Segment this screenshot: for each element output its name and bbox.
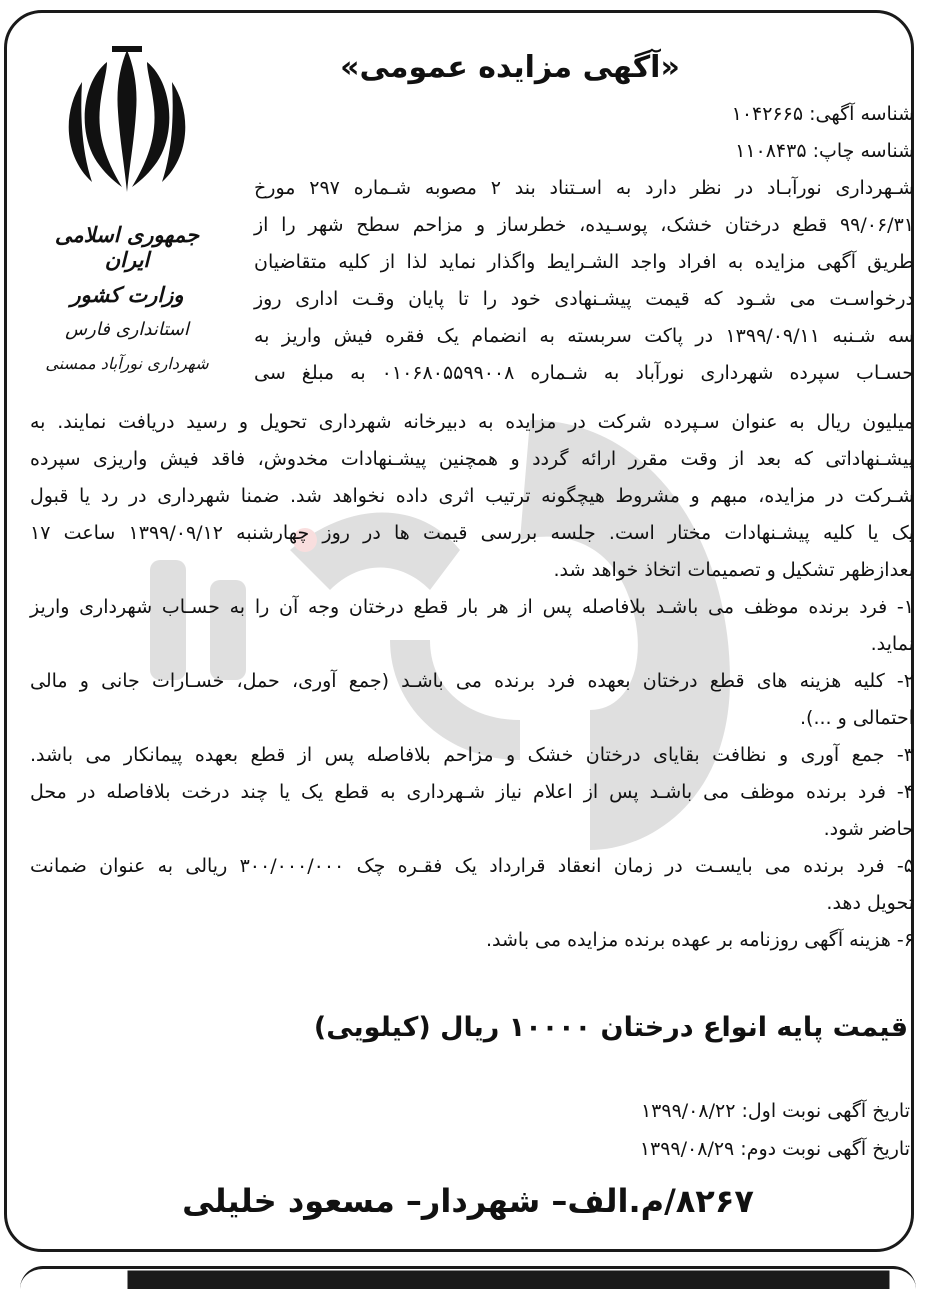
iran-emblem-icon [52, 42, 202, 202]
base-price: قیمت پایه انواع درختان ۱۰۰۰۰ ریال (کیلویی) [313, 1012, 908, 1043]
condition-5: ۵- فرد برنده می بایسـت در زمان انعقاد قرارداد یک فقـره چک ۳۰۰/۰۰۰/۰۰۰ ریالی به عنوان ضمانت [30, 855, 914, 877]
body-line: درخواسـت می شـود که قیمت پیشـنهادی خود را تا پایان وقـت اداری روز [254, 288, 914, 310]
emblem-province: استانداری فارس [65, 319, 189, 340]
condition-1-cont: نماید. [870, 633, 914, 655]
publication-dates [640, 1092, 910, 1168]
body-line: ۹۹/۰۶/۳۱ قطع درختان خشک، پوسـیده، خطرساز و مزاحم سطح شهر را از [254, 214, 914, 236]
body-line: میلیون ریال به عنوان سـپرده شرکت در مزایده به دبیرخانه شهرداری تحویل و رسید دریافت نمایند. به [30, 411, 914, 433]
emblem-ministry: وزارت کشور [70, 282, 184, 307]
next-notice-border [20, 1266, 916, 1289]
body-line: شـهرداری نورآبـاد در نظر دارد به اسـتناد بند ۲ مصوبه شـماره ۲۹۷ مورخ [254, 177, 914, 199]
condition-6: ۶- هزینه آگهی روزنامه بر عهده برنده مزایده می باشد. [486, 929, 914, 951]
body-line: حسـاب سپرده شهرداری نورآباد به شـماره ۰۱۰۶۸۰۵۵۹۹۰۰۸ به مبلغ سی [254, 362, 914, 384]
condition-1: ۱- فرد برنده موظف می باشـد بلافاصله پس از هر بار قطع درختان وجه آن را به حسـاب شهرداری واریز [30, 596, 914, 618]
emblem-country: جمهوری اسلامی ایران [54, 222, 200, 272]
ad-id: شناسه آگهی: ۱۰۴۲۶۶۵ [731, 103, 914, 125]
notice-top-text [254, 96, 914, 392]
notice-title: «آگهی مزایده عمومی» [340, 50, 680, 85]
condition-3: ۳- جمع آوری و نظافت بقایای درختان خشک و مزاحم بلافاصله پس از قطع بعهده پیمانکار می باشد. [30, 744, 914, 766]
body-line: یک یا کلیه پیشـنهادات مختار است. جلسه بررسی قیمت ها در روز چهارشنبه ۱۳۹۹/۰۹/۱۲ ساعت ۱۷ [30, 522, 914, 544]
condition-4: ۴- فرد برنده موظف می باشـد پس از اعلام نیاز شـهرداری به قطع یک یا چند درخت بلافاصله در محل [30, 781, 914, 803]
notice-full-text [30, 404, 914, 959]
body-line: بعدازظهر تشکیل و تصمیمات اتخاذ خواهد شد. [553, 559, 914, 581]
condition-5-cont: تحویل دهد. [826, 892, 914, 914]
body-line: طریق آگهی مزایده به افراد واجد الشـرایط واگذار نماید لذا از کلیه متقاضیان [254, 251, 914, 273]
first-publication-date: تاریخ آگهی نوبت اول: ۱۳۹۹/۰۸/۲۲ [640, 1100, 910, 1122]
signature: ۸۲۶۷/م.الف– شهردار– مسعود خلیلی [182, 1182, 754, 1220]
emblem-municipality: شهرداری نورآباد ممسنی [45, 354, 209, 373]
second-publication-date: تاریخ آگهی نوبت دوم: ۱۳۹۹/۰۸/۲۹ [639, 1138, 910, 1160]
body-line: پیشـنهاداتی که بعد از وقت مقرر ارائه گردد و همچنین پیشـنهادات مخدوش، فاقد فیش واریزی سپرده [30, 448, 914, 470]
condition-2: ۲- کلیه هزینه های قطع درختان بعهده فرد برنده می باشـد (جمع آوری، حمل، خسـارات جانی و مالی [30, 670, 914, 692]
print-id: شناسه چاپ: ۱۱۰۸۴۳۵ [735, 140, 914, 162]
body-line: سه شـنبه ۱۳۹۹/۰۹/۱۱ در پاکت سربسته به انضمام یک فقره فیش واریز به [254, 325, 914, 347]
condition-2-cont: احتمالی و ...). [800, 707, 914, 729]
body-line: شـرکت در مزایده، مبهم و مشروط هیچگونه ترتیب اثری داده نخواهد شد. ضمنا شهرداری در رد یا قبول [30, 485, 914, 507]
condition-4-cont: حاضر شود. [823, 818, 914, 840]
government-emblem [42, 42, 212, 373]
